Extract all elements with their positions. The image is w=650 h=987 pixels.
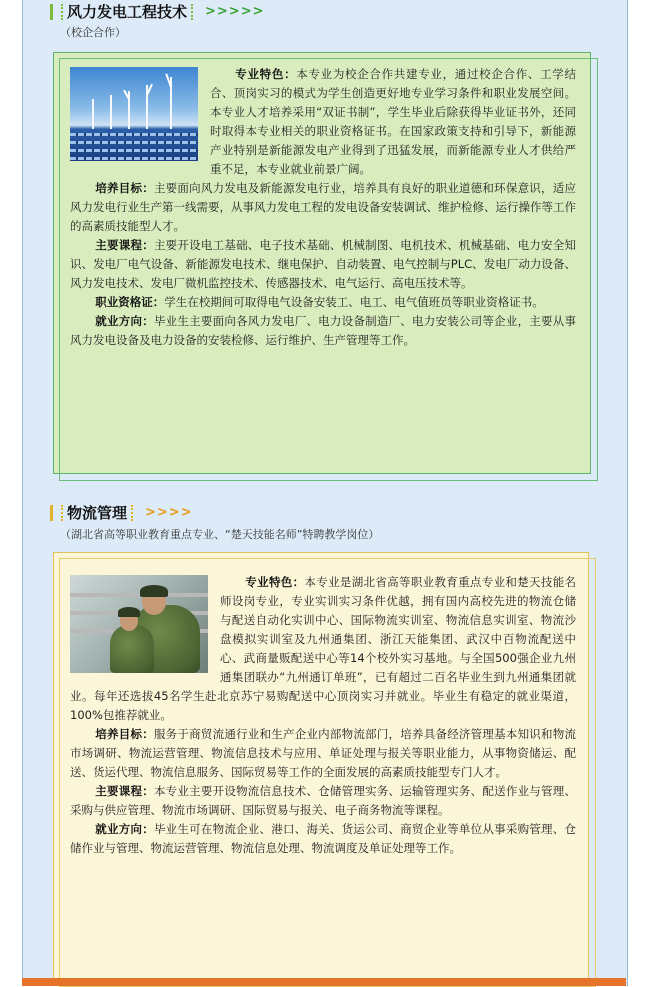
section-subtitle: （湖北省高等职业教育重点专业、“楚天技能名师”特聘教学岗位） (60, 528, 380, 541)
arrows-icon: >>>>> (205, 4, 265, 19)
section-title-text: 物流管理 (67, 504, 128, 522)
paragraph-courses: 主要课程：主要开设电工基础、电子技术基础、机械制图、电机技术、机械基础、电力安全知识、发电厂电气设备、新能源发电技术、继电保护、自动装置、电气控制与PLC、发电厂动力设备、风力发电技术、发电厂微机监控技术、传感器技术、电气运行、高电压技术等。 (70, 238, 577, 290)
title-marker-icon (50, 505, 63, 521)
section-body (70, 573, 576, 858)
wind-turbine-photo (70, 67, 198, 161)
bottom-accent-bar (22, 978, 626, 986)
paragraph-features: 专业特色：本专业是湖北省高等职业教育重点专业和楚天技能名师设岗专业，专业实训实习条件优越，拥有国内高校先进的物流仓储与配送自动化实训中心、国际物流实训室、物流信息实训室、物流沙盘模拟实训室及九州通集团、浙江天能集团、武汉中百物流配送中心、武商量贩配送中心等14个校外实习基地。与全国500强企业九州通集团联办“九州通订单班”，已有超过二百名毕业生到九州通集团就业。每年还选拔45名学生赴北京苏宁易购配送中心顶岗实习并就业。毕业生有稳定的就业渠道，100%包推荐就业。 (70, 575, 577, 722)
section-title-text: 风力发电工程技术 (67, 3, 188, 21)
paragraph-goals: 培养目标：主要面向风力发电及新能源发电行业，培养具有良好的职业道德和环保意识，适应风力发电行业生产第一线需要，从事风力发电工程的发电设备安装调试、维护检修、运行操作等工作的高素质技能型人才。 (70, 181, 577, 233)
paragraph-certificates: 职业资格证：学生在校期间可取得电气设备安装工、电工、电气值班员等职业资格证书。 (95, 295, 544, 309)
section-title-wind-power (50, 1, 264, 22)
paragraph-employment: 就业方向：毕业生可在物流企业、港口、海关、货运公司、商贸企业等单位从事采购管理、仓储作业与管理、物流运营管理、物流信息处理、物流调度及单证处理等工作。 (70, 822, 577, 855)
title-tail-icon (191, 4, 199, 20)
content-box-logistics (53, 552, 589, 980)
arrows-icon: >>>> (145, 505, 193, 520)
logistics-training-photo (70, 575, 208, 673)
content-box-wind-power (53, 52, 591, 474)
section-body (70, 65, 576, 350)
title-marker-icon (50, 4, 63, 20)
paragraph-features: 专业特色：本专业为校企合作共建专业，通过校企合作、工学结合、顶岗实习的模式为学生创造更好地专业学习条件和职业发展空间。本专业人才培养采用“双证书制”，学生毕业后除获得毕业证书外，还同时取得本专业相关的职业资格证书。在国家政策支持和引导下，新能源产业特别是新能源发电产业得到了迅猛发展，而新能源专业人才供给严重不足，本专业就业前景广阔。 (210, 67, 577, 176)
title-tail-icon (131, 505, 139, 521)
section-title-logistics (50, 502, 193, 523)
paragraph-courses: 主要课程：本专业主要开设物流信息技术、仓储管理实务、运输管理实务、配送作业与管理、采购与供应管理、物流市场调研、国际贸易与报关、电子商务物流等课程。 (70, 784, 577, 817)
paragraph-employment: 就业方向：毕业生主要面向各风力发电厂、电力设备制造厂、电力安装公司等企业，主要从事风力发电设备及电力设备的安装检修、运行维护、生产管理等工作。 (70, 314, 577, 347)
paragraph-goals: 培养目标：服务于商贸流通行业和生产企业内部物流部门，培养具备经济管理基本知识和物流市场调研、物流运营管理、物流信息技术与应用、单证处理与报关等职业能力，从事物资储运、配送、货运代理、物流信息服务、国际贸易等工作的全面发展的高素质技能型专门人才。 (70, 727, 577, 779)
section-subtitle: （校企合作） (60, 26, 126, 39)
